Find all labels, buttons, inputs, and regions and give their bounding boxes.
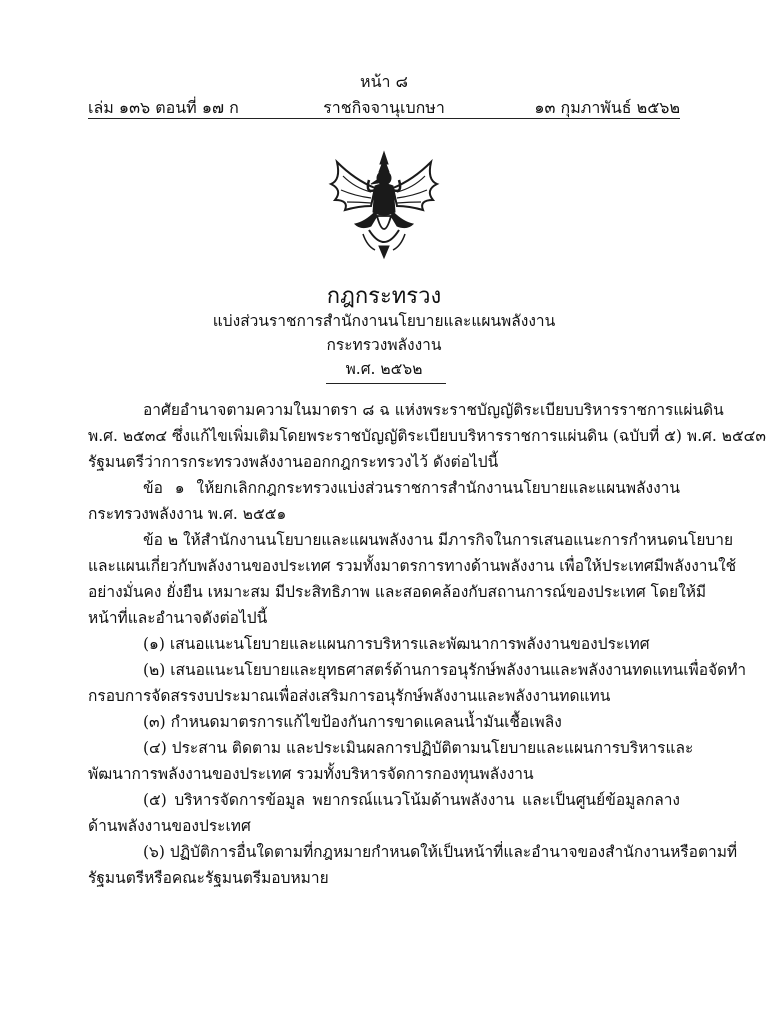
header-rule: [88, 118, 680, 119]
body-line: พัฒนาการพลังงานของประเทศ รวมทั้งบริหารจัดการกองทุนพลังงาน: [88, 765, 534, 783]
body-line: กระทรวงพลังงาน พ.ศ. ๒๕๕๑: [88, 505, 287, 523]
item-6: (๖) ปฏิบัติการอื่นใดตามที่กฎหมายกำหนดให้เป็นหน้าที่และอำนาจของสำนักงานหรือตามที่: [143, 843, 738, 861]
body-line: ด้านพลังงานของประเทศ: [88, 817, 251, 835]
gazette-name: ราชกิจจานุเบกษา: [323, 98, 445, 117]
subtitle-line-1: แบ่งส่วนราชการสำนักงานนโยบายและแผนพลังงาน: [212, 312, 556, 330]
subtitle-line-2: กระทรวงพลังงาน: [326, 336, 442, 354]
item-5: (๕) บริหารจัดการข้อมูล พยากรณ์แนวโน้มด้านพลังงาน และเป็นศูนย์ข้อมูลกลาง: [143, 791, 680, 809]
body-line: กรอบการจัดสรรงบประมาณเพื่อส่งเสริมการอนุรักษ์พลังงานและพลังงานทดแทน: [88, 687, 611, 705]
clause-2: ข้อ ๒ ให้สำนักงานนโยบายและแผนพลังงาน มีภารกิจในการเสนอแนะการกำหนดนโยบาย: [143, 531, 734, 549]
body-line: อย่างมั่นคง ยั่งยืน เหมาะสม มีประสิทธิภาพ และสอดคล้องกับสถานการณ์ของประเทศ โดยให้มี: [88, 583, 707, 601]
subtitle-year: พ.ศ. ๒๕๖๒: [345, 360, 423, 378]
body-line: พ.ศ. ๒๕๓๔ ซึ่งแก้ไขเพิ่มเติมโดยพระราชบัญญัติระเบียบบริหารราชการแผ่นดิน (ฉบับที่ ๕) พ.ศ. ๒๕๔๓: [88, 427, 766, 445]
item-1: (๑) เสนอแนะนโยบายและแผนการบริหารและพัฒนาการพลังงานของประเทศ: [143, 635, 650, 653]
item-4: (๔) ประสาน ติดตาม และประเมินผลการปฏิบัติตามนโยบายและแผนการบริหารและ: [143, 739, 694, 757]
header-row: [88, 96, 680, 118]
volume-issue: เล่ม ๑๓๖ ตอนที่ ๑๗ ก: [88, 98, 239, 117]
clause-1: ข้อ ๑ ให้ยกเลิกกฎกระทรวงแบ่งส่วนราชการสำนักงานนโยบายและแผนพลังงาน: [143, 479, 680, 497]
body-line: อาศัยอำนาจตามความในมาตรา ๘ ฉ แห่งพระราชบัญญัติระเบียบบริหารราชการแผ่นดิน: [143, 401, 724, 419]
body-line: หน้าที่และอำนาจดังต่อไปนี้: [88, 609, 268, 627]
item-2: (๒) เสนอแนะนโยบายและยุทธศาสตร์ด้านการอนุรักษ์พลังงานและพลังงานทดแทนเพื่อจัดทำ: [143, 661, 747, 679]
title-rule: [326, 383, 446, 384]
document-title: กฎกระทรวง: [326, 284, 442, 309]
page-number: หน้า ๘: [360, 72, 408, 91]
body-line: รัฐมนตรีหรือคณะรัฐมนตรีมอบหมาย: [88, 869, 329, 887]
body-line: รัฐมนตรีว่าการกระทรวงพลังงานออกกฎกระทรวงไว้ ดังต่อไปนี้: [88, 453, 499, 471]
body-line: และแผนเกี่ยวกับพลังงานของประเทศ รวมทั้งมาตรการทางด้านพลังงาน เพื่อให้ประเทศมีพลังงานใช้: [88, 557, 737, 575]
item-3: (๓) กำหนดมาตรการแก้ไขป้องกันการขาดแคลนน้ำมันเชื้อเพลิง: [143, 713, 562, 731]
publication-date: ๑๓ กุมภาพันธ์ ๒๕๖๒: [534, 98, 680, 117]
garuda-emblem-icon: [325, 150, 443, 260]
